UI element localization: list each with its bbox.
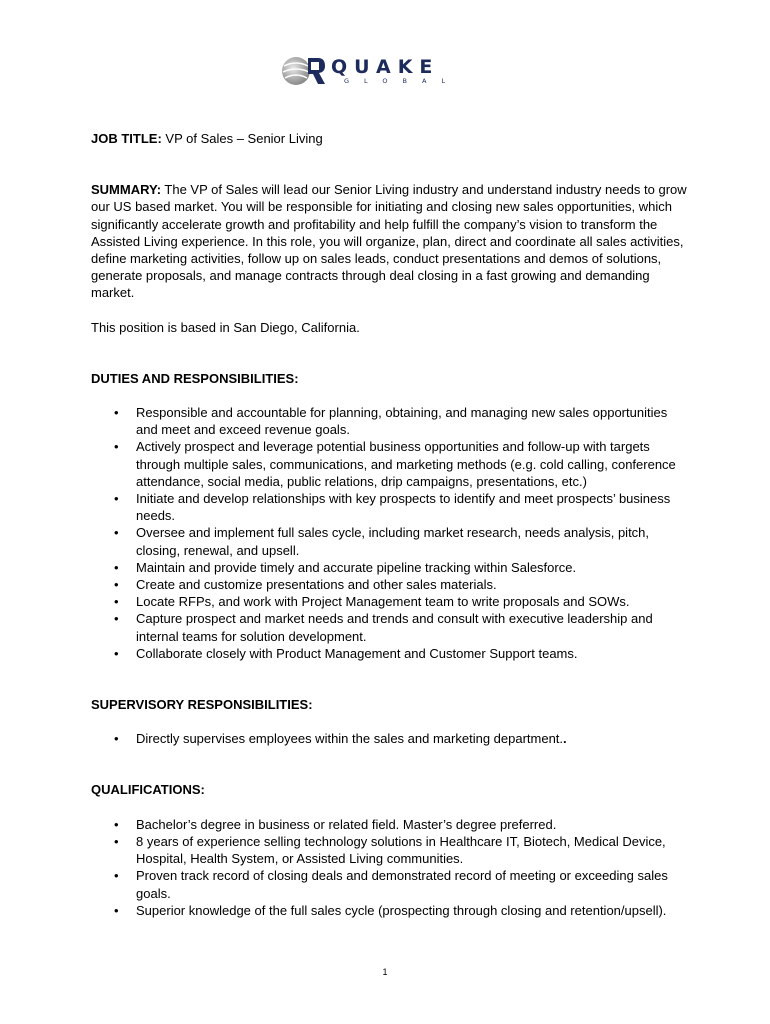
bullet-icon: • xyxy=(114,491,119,507)
bullet-icon: • xyxy=(114,405,119,421)
bullet-icon: • xyxy=(114,559,119,575)
summary-paragraph xyxy=(91,181,691,301)
globe-logo-icon xyxy=(278,50,328,92)
list-item xyxy=(91,645,691,662)
qualifications-heading: QUALIFICATIONS: xyxy=(91,782,205,798)
list-item-text: Initiate and develop relationships with key prospects to identify and meet prospects’ business needs. xyxy=(136,491,671,524)
qualifications-list xyxy=(91,816,691,919)
bullet-icon: • xyxy=(114,833,119,849)
bullet-icon: • xyxy=(114,577,119,593)
job-title-label: JOB TITLE: xyxy=(91,131,162,146)
list-item-text: Capture prospect and market needs and trends and consult with executive leadership and internal teams for solution development. xyxy=(136,611,653,644)
list-item xyxy=(91,593,691,610)
summary-label: SUMMARY: xyxy=(91,182,162,198)
quake-global-logo xyxy=(278,50,488,92)
list-item xyxy=(91,610,691,644)
list-item xyxy=(91,833,691,867)
bullet-icon: • xyxy=(114,816,119,832)
list-item xyxy=(91,730,691,747)
list-item xyxy=(91,490,691,524)
list-item xyxy=(91,438,691,490)
bullet-icon: • xyxy=(114,902,119,918)
page-number: 1 xyxy=(382,967,388,977)
logo-wordmark: QUAKE xyxy=(331,56,440,78)
summary-text: The VP of Sales will lead our Senior Living industry and understand industry needs to grow our US based market. You will be responsible for initiating and closing new sales opportunities, which significantly accelerate growth and profitability and help fulfill the company’s vision to transform the Assisted Living experience. In this role, you will organize, plan, direct and coordinate all sales activities, define marketing activities, follow up on sales leads, conduct presentations and demos of solutions, generate proposals, and manage contracts through deal closing in a fast growing and demanding market. xyxy=(91,182,687,301)
list-item xyxy=(91,816,691,833)
duties-list xyxy=(91,404,691,662)
logo-subtitle: GLOBAL xyxy=(344,77,461,85)
bullet-icon: • xyxy=(114,611,119,627)
list-item-text: Oversee and implement full sales cycle, including market research, needs analysis, pitch, closing, renewal, and upsell. xyxy=(136,525,650,558)
supervisory-list xyxy=(91,730,691,747)
list-item xyxy=(91,559,691,576)
bullet-icon: • xyxy=(114,525,119,541)
list-item xyxy=(91,524,691,558)
list-item-text: Superior knowledge of the full sales cycle (prospecting through closing and retention/upsell). xyxy=(136,902,667,918)
list-item-text: Locate RFPs, and work with Project Management team to write proposals and SOWs. xyxy=(136,594,630,610)
list-item-text: Directly supervises employees within the sales and marketing department. xyxy=(136,731,564,747)
list-item-text: Collaborate closely with Product Management and Customer Support teams. xyxy=(136,645,578,661)
bullet-icon: • xyxy=(114,439,119,455)
job-title-value: VP of Sales – Senior Living xyxy=(161,131,323,146)
list-item-text: 8 years of experience selling technology solutions in Healthcare IT, Biotech, Medical Device, Hospital, Health System, or Assisted Living communities. xyxy=(136,833,666,867)
list-item-text: Actively prospect and leverage potential business opportunities and follow-up with targets through multiple sales, communications, and marketing methods (e.g. cold calling, conference attendance, social media, public relations, drip campaigns, presentations, etc.) xyxy=(136,439,676,489)
bullet-icon: • xyxy=(114,594,119,610)
duties-heading: DUTIES AND RESPONSIBILITIES: xyxy=(91,370,299,386)
trailing-period: . xyxy=(563,731,567,747)
bullet-icon: • xyxy=(114,645,119,661)
list-item-text: Proven track record of closing deals and demonstrated record of meeting or exceeding sales goals. xyxy=(136,868,668,901)
list-item xyxy=(91,902,691,919)
list-item xyxy=(91,404,691,438)
list-item xyxy=(91,867,691,901)
list-item-text: Bachelor’s degree in business or related field. Master’s degree preferred. xyxy=(136,816,557,832)
bullet-icon: • xyxy=(114,731,119,747)
job-description xyxy=(91,130,691,919)
location-paragraph: This position is based in San Diego, California. xyxy=(91,319,360,335)
supervisory-heading: SUPERVISORY RESPONSIBILITIES: xyxy=(91,697,313,713)
job-title-line xyxy=(91,130,691,147)
list-item-text: Responsible and accountable for planning, obtaining, and managing new sales opportunities and meet and exceed revenue goals. xyxy=(136,405,668,438)
list-item-text: Maintain and provide timely and accurate pipeline tracking within Salesforce. xyxy=(136,559,577,575)
list-item-text: Create and customize presentations and other sales materials. xyxy=(136,577,497,593)
bullet-icon: • xyxy=(114,868,119,884)
list-item xyxy=(91,576,691,593)
